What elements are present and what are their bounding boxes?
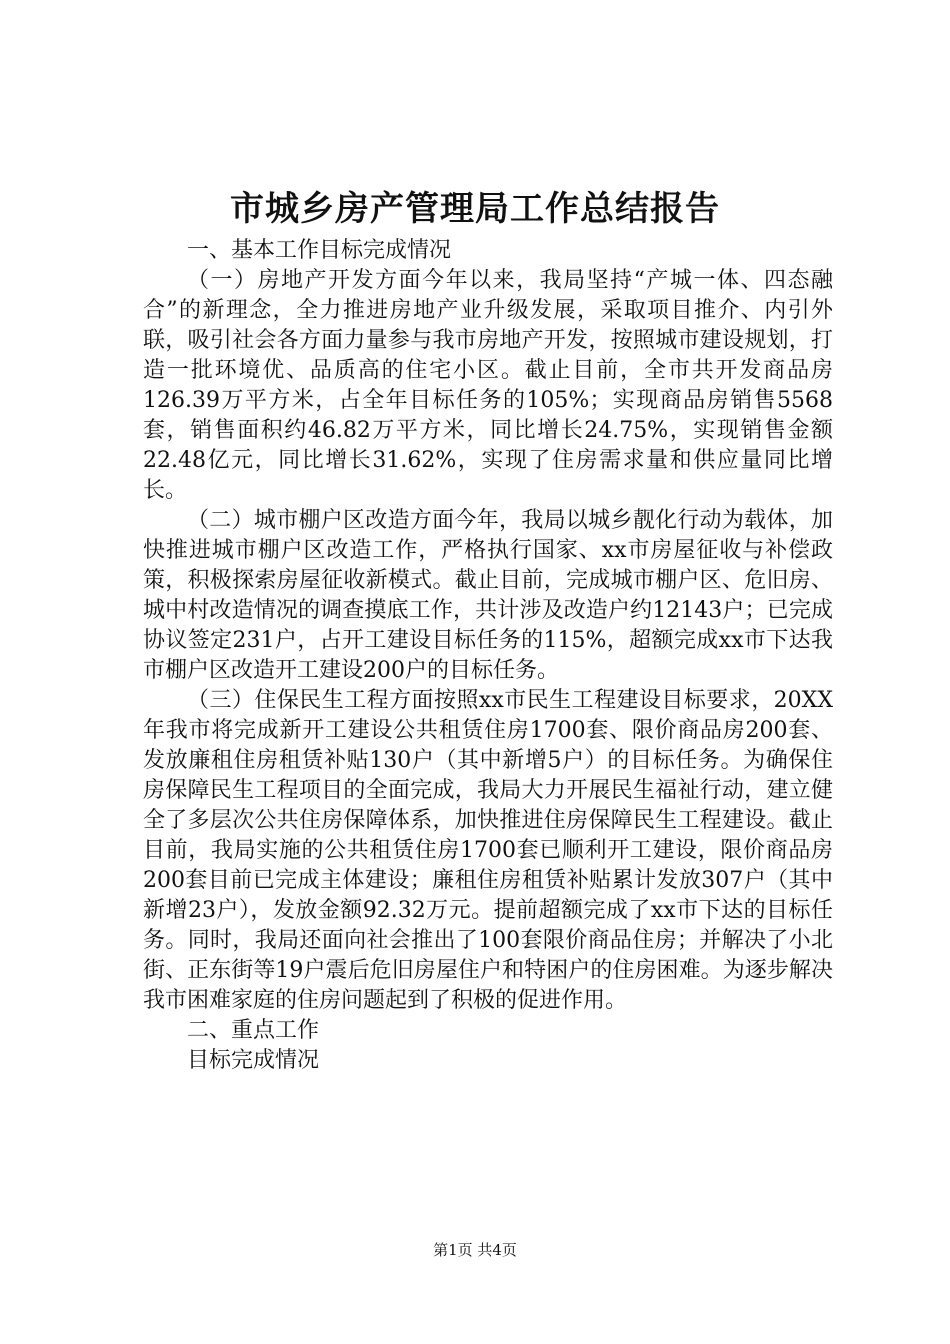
paragraph-real-estate-development: （一）房地产开发方面今年以来，我局坚持“产城一体、四态融合”的新理念，全力推进房地产业升级发展，采取项目推介、内引外联，吸引社会各方面力量参与我市房地产开发，按照城市建设规划，打造一批环境优、品质高的住宅小区。截止目前，全市共开发商品房126.39万平方米，占全年目标任务的105%；实现商品房销售5568套，销售面积约46.82万平方米，同比增长24.75%，实现销售金额22.48亿元，同比增长31.62%，实现了住房需求量和供应量同比增长。 [143,268,833,503]
paragraph-shantytown-renovation: （二）城市棚户区改造方面今年，我局以城乡靓化行动为载体，加快推进城市棚户区改造工作，严格执行国家、xx市房屋征收与补偿政策，积极探索房屋征收新模式。截止目前，完成城市棚户区、危旧房、城中村改造情况的调查摸底工作，共计涉及改造户约12143户；已完成协议签定231户，占开工建设目标任务的115%，超额完成xx市下达我市棚户区改造开工建设200户的目标任务。 [143,508,833,683]
page-footer: 第1页 共4页 [433,1241,517,1259]
section-heading-basic-goals: 一、基本工作目标完成情况 [187,238,452,263]
paragraph-housing-security: （三）住保民生工程方面按照xx市民生工程建设目标要求，20XX年我市将完成新开工建设公共租赁住房1700套、限价商品房200套、发放廉租住房租赁补贴130户（其中新增5户）的目标任务。为确保住房保障民生工程项目的全面完成，我局大力开展民生福祉行动，建立健全了多层次公共住房保障体系，加快推进住房保障民生工程建设。截止目前，我局实施的公共租赁住房1700套已顺利开工建设，限价商品房200套目前已完成主体建设；廉租住房租赁补贴累计发放307户（其中新增23户），发放金额92.32万元。提前超额完成了xx市下达的目标任务。同时，我局还面向社会推出了100套限价商品住房；并解决了小北街、正东街等19户震后危旧房屋住户和特困户的住房困难。为逐步解决我市困难家庭的住房问题起到了积极的促进作用。 [143,688,833,1013]
section-heading-key-work: 二、重点工作 [187,1018,320,1043]
section-subheading-goal-completion: 目标完成情况 [187,1048,320,1073]
document-title: 市城乡房产管理局工作总结报告 [230,189,720,229]
document-body [143,236,833,1076]
